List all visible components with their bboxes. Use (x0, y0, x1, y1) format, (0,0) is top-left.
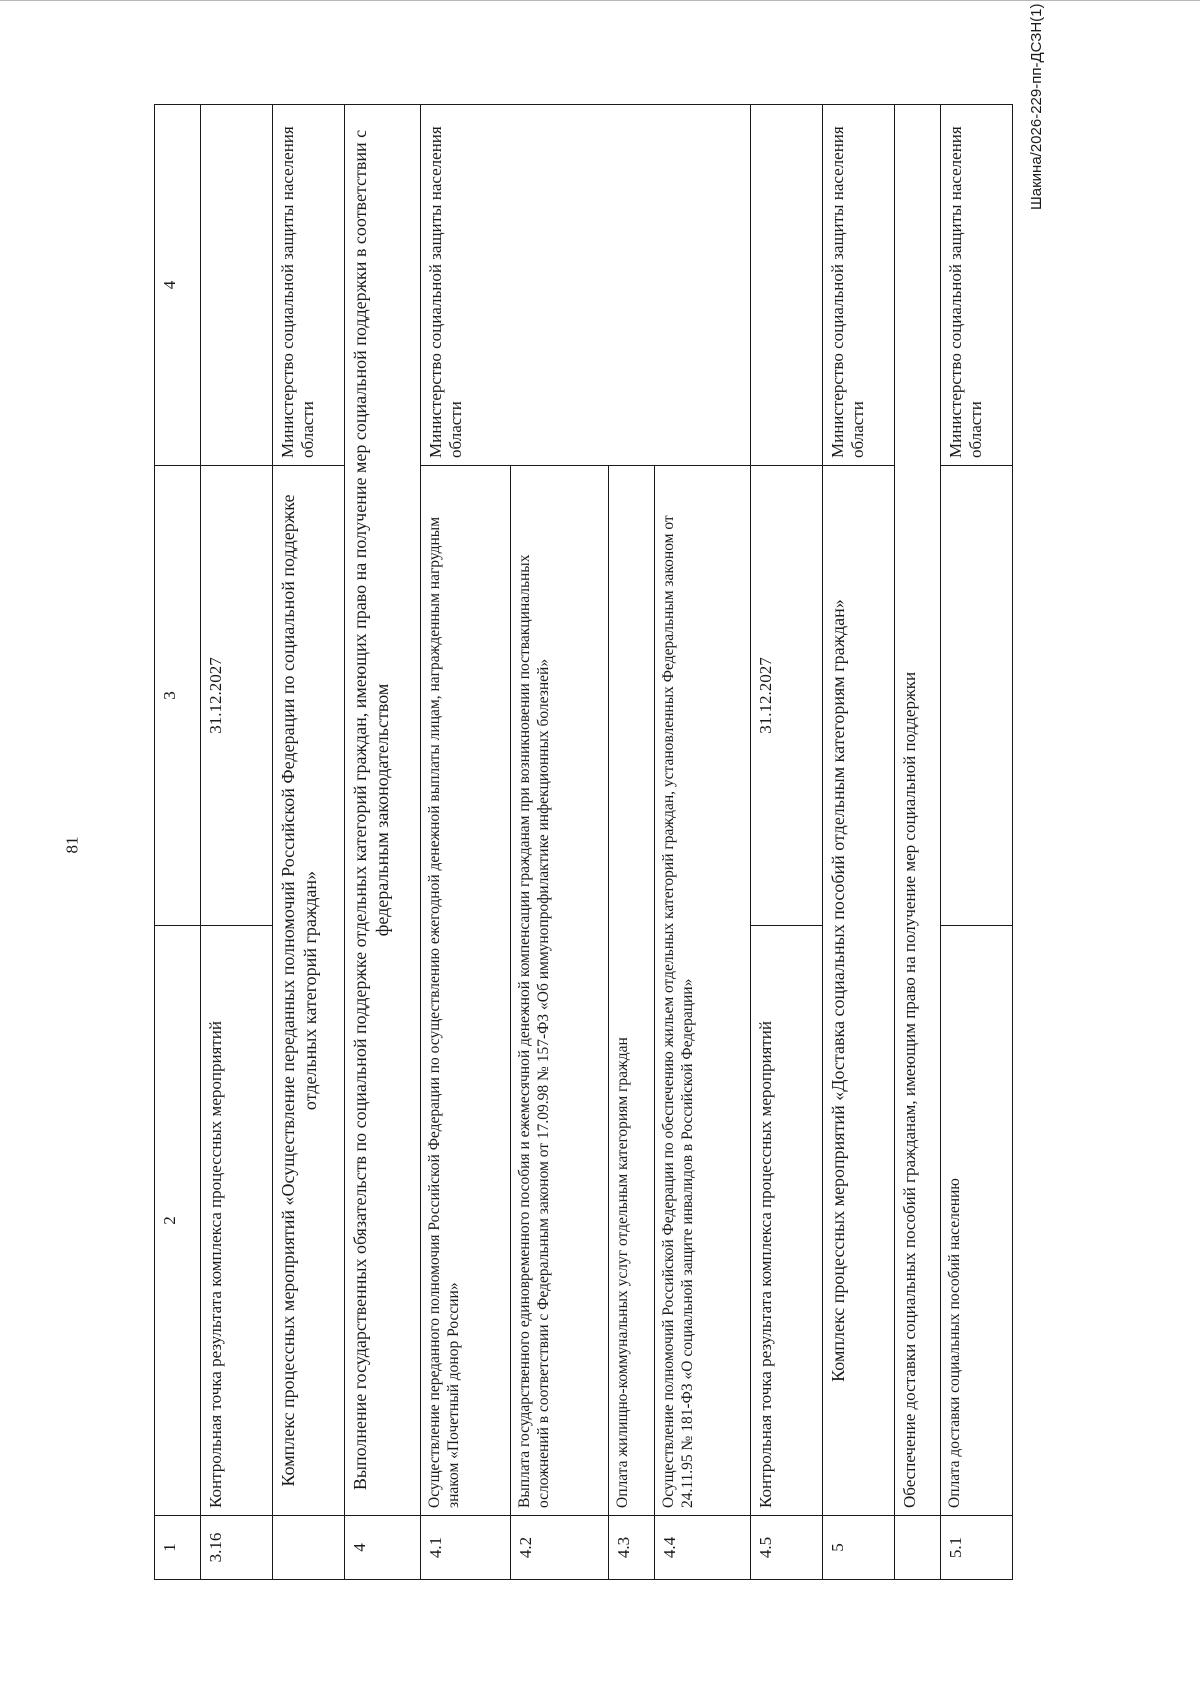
row-responsible: Министерство социальной защиты населения области (941, 105, 1013, 466)
header-col-2: 2 (155, 926, 201, 1516)
row-name: Контрольная точка результата комплекса процессных мероприятий (201, 926, 273, 1516)
row-name: Осуществление полномочий Российской Федерации по обеспечению жильем отдельных категорий граждан, установленных Федеральным законом от 24.11.95 № 181-ФЗ «О социальной защите инвалидов в Российской Федерации» (655, 466, 751, 1516)
table-row (941, 105, 1013, 1580)
table-row (751, 105, 823, 1580)
row-name: Оплата доставки социальных пособий населению (941, 926, 1013, 1516)
row-name: Выплата государственного единовременного пособия и ежемесячной денежной компенсации гражданам при возникновении поствакцинальных осложнений в соответствии с Федеральным законом от 17.09.98 № 157-ФЗ «Об иммунопрофилактике инфекционных болезней» (511, 466, 609, 1516)
row-responsible (201, 105, 273, 466)
table-row (823, 105, 895, 1580)
row-responsible: Министерство социальной защиты населения области (421, 105, 751, 466)
row-number: 4.5 (751, 1516, 823, 1580)
header-col-4: 4 (155, 105, 201, 466)
rotated-table-wrapper (154, 105, 1064, 1580)
row-number: 4.4 (655, 1516, 751, 1580)
page-number: 81 (62, 836, 82, 854)
row-name: Обеспечение доставки социальных пособий гражданам, имеющим право на получение мер социальной поддержки (895, 105, 941, 1516)
document-code: Шакина/2026-229-пп-ДСЗН(1) (1028, 3, 1045, 210)
scan-edge (0, 0, 1200, 7)
header-col-1: 1 (155, 1516, 201, 1580)
table-row (273, 105, 345, 1580)
row-responsible: Министерство социальной защиты населения области (823, 105, 895, 466)
row-number: 3.16 (201, 1516, 273, 1580)
table-row (345, 105, 421, 1580)
row-name: Оплата жилищно-коммунальных услуг отдельным категориям граждан (609, 466, 655, 1516)
row-number (895, 1516, 941, 1580)
row-name: Контрольная точка результата комплекса процессных мероприятий (751, 926, 823, 1516)
row-number: 4.2 (511, 1516, 609, 1580)
table-row (421, 105, 511, 1580)
row-responsible: Министерство социальной защиты населения области (273, 105, 345, 466)
row-number: 4 (345, 1516, 421, 1580)
header-col-3: 3 (155, 466, 201, 926)
table-header-row (155, 105, 201, 1580)
row-date: 31.12.2027 (751, 466, 823, 926)
table-row (201, 105, 273, 1580)
row-name: Выполнение государственных обязательств по социальной поддержке отдельных категорий граждан, имеющих право на получение мер социальной поддержки в соответствии с федеральным законодательством (345, 105, 421, 1516)
row-number: 5.1 (941, 1516, 1013, 1580)
row-date (941, 466, 1013, 926)
table-row (895, 105, 941, 1580)
measures-table (154, 104, 1013, 1580)
row-name: Комплекс процессных мероприятий «Осуществление переданных полномочий Российской Федерации по социальной поддержке отдельных категорий граждан» (273, 466, 345, 1516)
row-name: Комплекс процессных мероприятий «Доставка социальных пособий отдельным категориям граждан» (823, 466, 895, 1516)
row-number (273, 1516, 345, 1580)
row-responsible (751, 105, 823, 466)
row-date: 31.12.2027 (201, 466, 273, 926)
row-number: 4.1 (421, 1516, 511, 1580)
row-number: 4.3 (609, 1516, 655, 1580)
row-name: Осуществление переданного полномочия Российской Федерации по осуществлению ежегодной денежной выплаты лицам, награжденным нагрудным знаком «Почетный донор России» (421, 466, 511, 1516)
row-number: 5 (823, 1516, 895, 1580)
